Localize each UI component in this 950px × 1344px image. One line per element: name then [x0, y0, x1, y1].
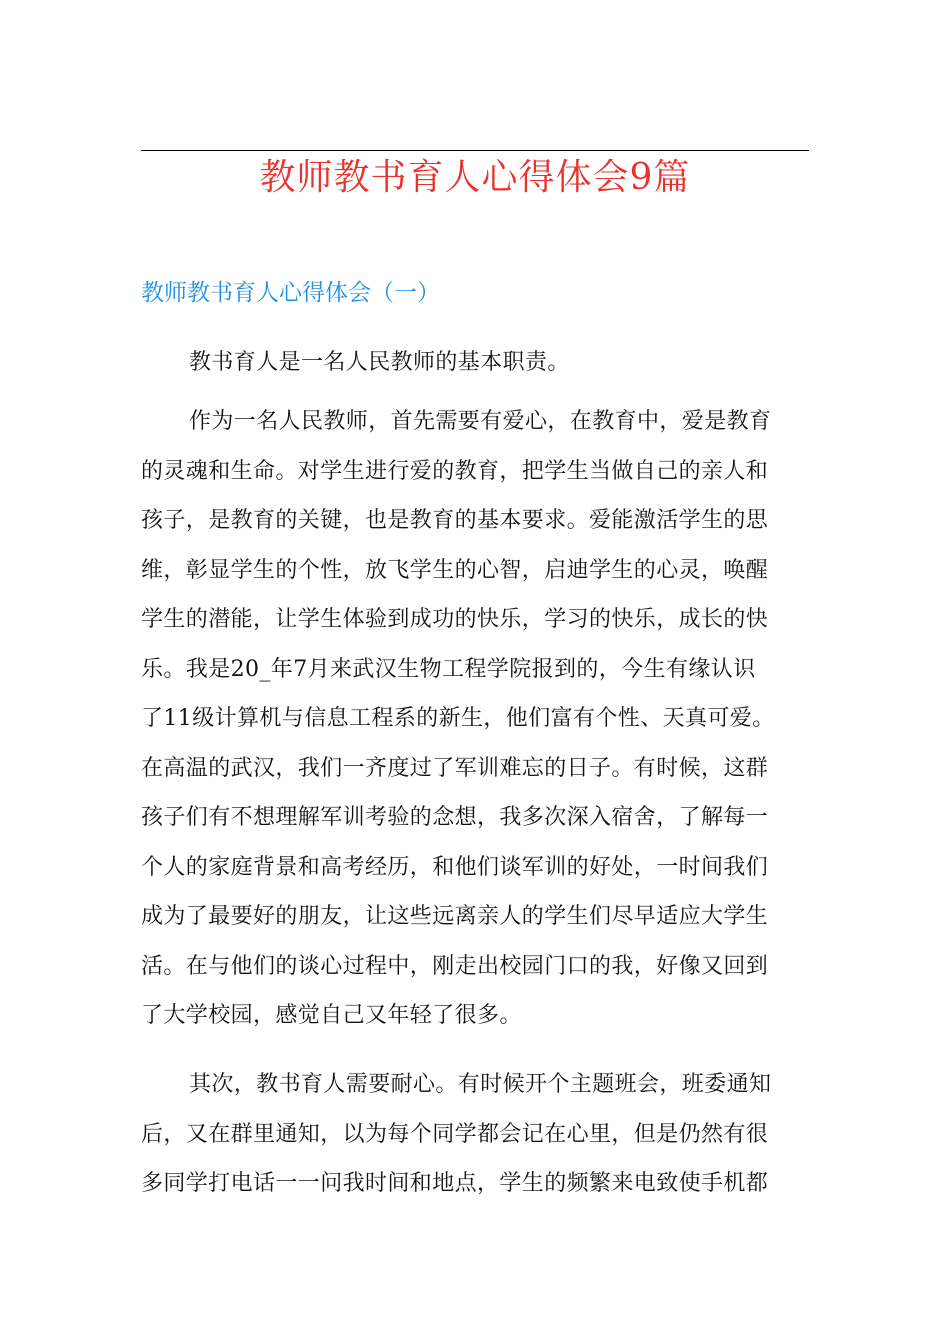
paragraph-1: [141, 338, 809, 388]
paragraph-line: 多同学打电话一一问我时间和地点，学生的频繁来电致使手机都: [141, 1171, 769, 1196]
document-title: 教师教书育人心得体会9篇: [259, 157, 691, 198]
paragraph-line: 后，又在群里通知，以为每个同学都会记在心里，但是仍然有很: [141, 1121, 769, 1147]
paragraph-3: [141, 1060, 809, 1209]
paragraph-line: 维，彰显学生的个性，放飞学生的心智，启迪学生的心灵，唤醒: [141, 557, 769, 583]
paragraph-line: 孩子们有不想理解军训考验的念想，我多次深入宿舍，了解每一: [141, 805, 769, 830]
paragraph-line: 在高温的武汉，我们一齐度过了军训难忘的日子。有时候，这群: [141, 755, 769, 781]
paragraph-line: 的灵魂和生命。对学生进行爱的教育，把学生当做自己的亲人和: [141, 458, 769, 484]
paragraph-line: 了大学校园，感觉自己又年轻了很多。: [141, 1003, 522, 1028]
paragraph-line: 活。在与他们的谈心过程中，刚走出校园门口的我，好像又回到: [141, 953, 769, 979]
paragraph-line: 乐。我是20_年7月来武汉生物工程学院报到的，今生有缘认识: [141, 656, 756, 682]
paragraph-line: 成为了最要好的朋友，让这些远离亲人的学生们尽早适应大学生: [141, 904, 769, 929]
paragraph-line: 作为一名人民教师，首先需要有爱心，在教育中，爱是教育: [189, 409, 772, 434]
section-heading: 教师教书育人心得体会（一）: [141, 280, 440, 306]
paragraph-line: 了11级计算机与信息工程系的新生，他们富有个性、天真可爱。: [141, 706, 775, 731]
paragraph-line: 孩子，是教育的关键，也是教育的基本要求。爱能激活学生的思: [141, 508, 769, 533]
paragraph-line: 教书育人是一名人民教师的基本职责。: [189, 350, 570, 375]
paragraph-line: 其次，教书育人需要耐心。有时候开个主题班会，班委通知: [189, 1072, 772, 1097]
paragraph-line: 个人的家庭背景和高考经历，和他们谈军训的好处，一时间我们: [141, 854, 769, 880]
paragraph-line: 学生的潜能，让学生体验到成功的快乐，学习的快乐，成长的快: [141, 607, 769, 632]
header-rule: [141, 150, 809, 151]
paragraph-2: [141, 397, 809, 1041]
